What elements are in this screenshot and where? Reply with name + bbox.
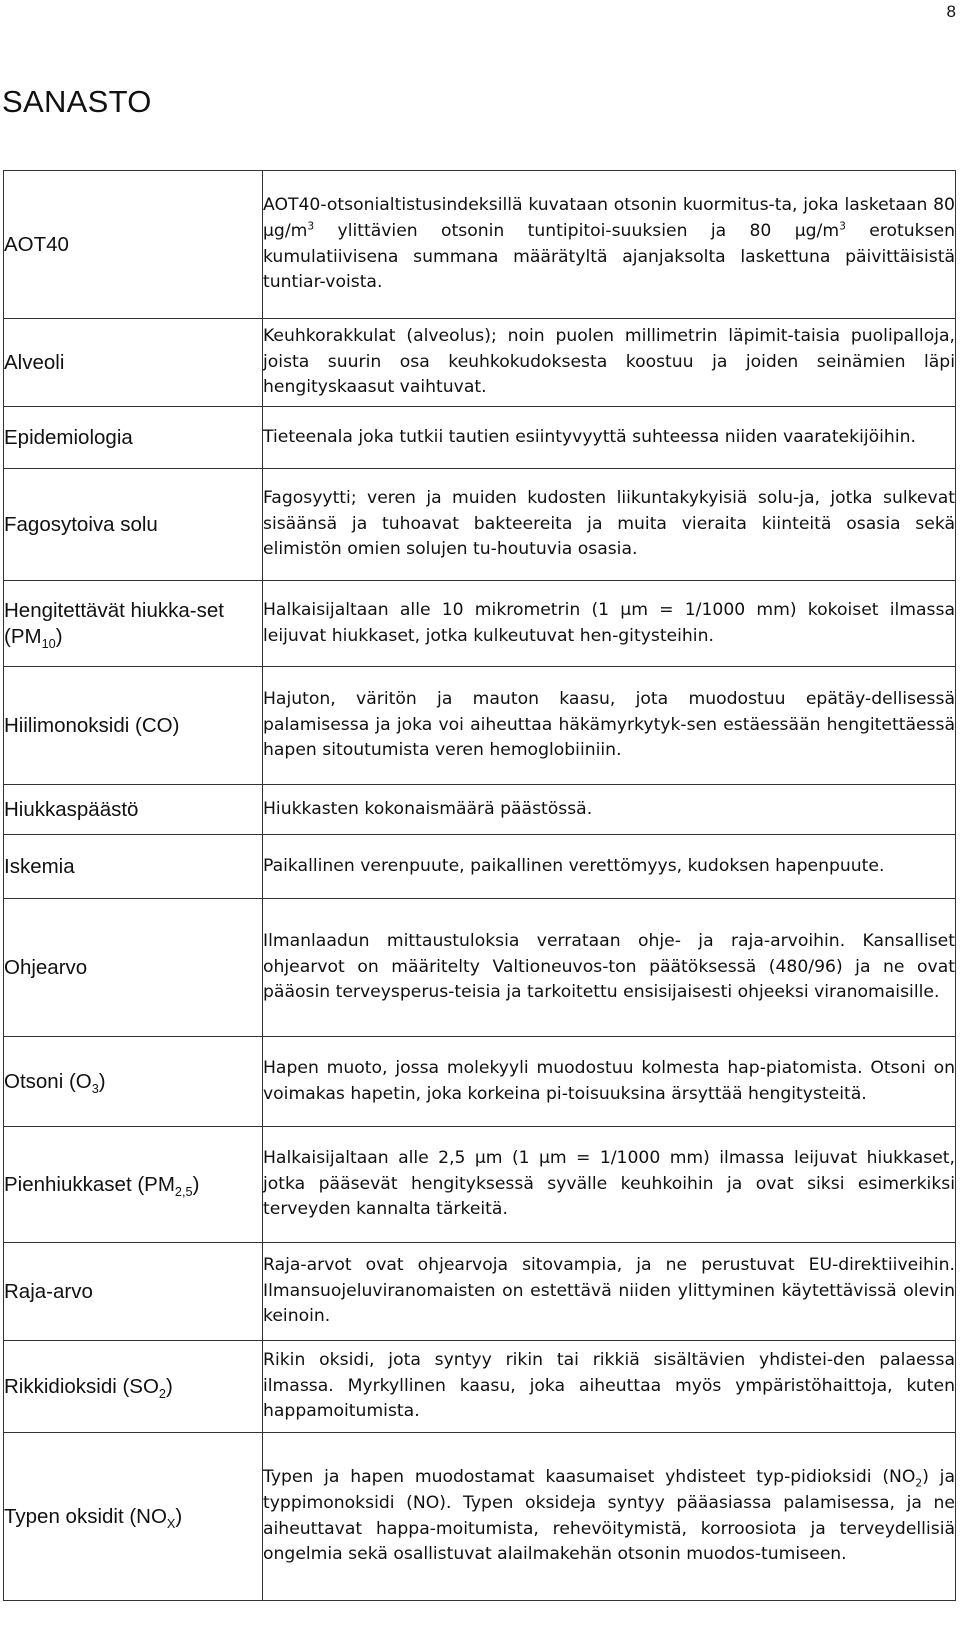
term-aot40: AOT40: [4, 171, 263, 319]
glossary-row-fagosytoiva-solu: [4, 469, 956, 581]
term-epidemiologia: Epidemiologia: [4, 407, 263, 469]
term-ohjearvo: Ohjearvo: [4, 899, 263, 1037]
definition-aot40: AOT40-otsonialtistusindeksillä kuvataan otsonin kuormitus-ta, joka lasketaan 80 $\mu g/m^3$ ylittävien otsonin tuntipitoi-suuksien ja 80 $\mu g/m^3$ erotuksen kumulatiivisena summana määrätyltä ajanjaksolta laskettuna päivittäisistä tuntiar-voista.: [263, 171, 956, 319]
term-nox: Typen oksidit $(NO_X)$: [4, 1433, 263, 1601]
term-hiukkaspaasto: Hiukkaspäästö: [4, 785, 263, 835]
glossary-row-hiukkaspaasto: [4, 785, 956, 835]
definition-so2: Rikin oksidi, jota syntyy rikin tai rikkiä sisältävien yhdistei-den palaessa ilmassa. Myrkyllinen kaasu, joka aiheuttaa myös ympäristöhaittoja, kuten happamoitumista.: [263, 1341, 956, 1433]
term-co: Hiilimonoksidi (CO): [4, 667, 263, 785]
definition-pm25: Halkaisijaltaan alle 2,5 µm (1 µm = 1/1000 mm) ilmassa leijuvat hiukkaset, jotka pääsevät hengityksessä syvälle keuhkoihin ja ovat siksi esimerkiksi terveyden kannalta tärkeitä.: [263, 1127, 956, 1243]
section-title: SANASTO: [2, 84, 152, 119]
definition-pm10: Halkaisijaltaan alle 10 mikrometrin (1 µm = 1/1000 mm) kokoiset ilmassa leijuvat hiukkaset, jotka kulkeutuvat hen-gitysteihin.: [263, 581, 956, 667]
term-so2: Rikkidioksidi $(SO_2)$: [4, 1341, 263, 1433]
term-fagosytoiva-solu: Fagosytoiva solu: [4, 469, 263, 581]
term-otsoni: Otsoni $(O_3)$: [4, 1037, 263, 1127]
definition-epidemiologia: Tieteenala joka tutkii tautien esiintyvyyttä suhteessa niiden vaaratekijöihin.: [263, 407, 956, 469]
term-raja-arvo: Raja-arvo: [4, 1243, 263, 1341]
glossary-row-iskemia: [4, 835, 956, 899]
glossary-row-otsoni: [4, 1037, 956, 1127]
glossary-row-alveoli: [4, 319, 956, 407]
glossary-row-ohjearvo: [4, 899, 956, 1037]
definition-iskemia: Paikallinen verenpuute, paikallinen verettömyys, kudoksen hapenpuute.: [263, 835, 956, 899]
definition-hiukkaspaasto: Hiukkasten kokonaismäärä päästössä.: [263, 785, 956, 835]
definition-alveoli: Keuhkorakkulat (alveolus); noin puolen millimetrin läpimit-taisia puolipalloja, joista suurin osa keuhkokudoksesta koostuu ja joiden seinämien läpi hengityskaasut vaihtuvat.: [263, 319, 956, 407]
term-pm25: Pienhiukkaset $(PM_{2,5})$: [4, 1127, 263, 1243]
definition-nox: Typen ja hapen muodostamat kaasumaiset yhdisteet typ-pidioksidi $(NO_2)$ ja typpimonoksidi (NO). Typen oksideja syntyy pääasiassa palamisessa, ja ne aiheuttavat happa-moitumista, rehevöitymistä, korroosiota ja terveydellisiä ongelmia sekä osallistuvat alailmakehän otsonin muodos-tumiseen.: [263, 1433, 956, 1601]
term-iskemia: Iskemia: [4, 835, 263, 899]
definition-otsoni: Hapen muoto, jossa molekyyli muodostuu kolmesta hap-piatomista. Otsoni on voimakas hapetin, joka korkeina pi-toisuuksina ärsyttää hengitysteitä.: [263, 1037, 956, 1127]
glossary-row-nox: [4, 1433, 956, 1601]
glossary-row-co: [4, 667, 956, 785]
page-number: 8: [946, 2, 956, 21]
glossary-row-so2: [4, 1341, 956, 1433]
glossary-row-aot40: [4, 171, 956, 319]
term-pm10: Hengitettävät hiukka-set $(PM_{10})$: [4, 581, 263, 667]
definition-co: Hajuton, väritön ja mauton kaasu, jota muodostuu epätäy-dellisessä palamisessa ja joka voi aiheuttaa häkämyrkytyk-sen estäessään hengitettäessä hapen sitoutumista veren hemoglobiiniin.: [263, 667, 956, 785]
definition-fagosytoiva-solu: Fagosyytti; veren ja muiden kudosten liikuntakykyisiä solu-ja, jotka sulkevat sisäänsä ja tuhoavat bakteereita ja muita vieraita kiinteitä osasia sekä elimistön omien solujen tu-houtuvia osasia.: [263, 469, 956, 581]
glossary-row-epidemiologia: [4, 407, 956, 469]
glossary-row-raja-arvo: [4, 1243, 956, 1341]
glossary-row-pm10: [4, 581, 956, 667]
definition-raja-arvo: Raja-arvot ovat ohjearvoja sitovampia, ja ne perustuvat EU-direktiiveihin. Ilmansuojeluviranomaisten on estettävä niiden ylittyminen käytettävissä olevin keinoin.: [263, 1243, 956, 1341]
glossary-table: [3, 170, 956, 1601]
term-alveoli: Alveoli: [4, 319, 263, 407]
glossary-row-pm25: [4, 1127, 956, 1243]
definition-ohjearvo: Ilmanlaadun mittaustuloksia verrataan ohje- ja raja-arvoihin. Kansalliset ohjearvot on määritelty Valtioneuvos-ton päätöksessä (480/96) ja ne ovat pääosin terveysperus-teisia ja tarkoitettu ensisijaisesti ohjeeksi viranomaisille.: [263, 899, 956, 1037]
